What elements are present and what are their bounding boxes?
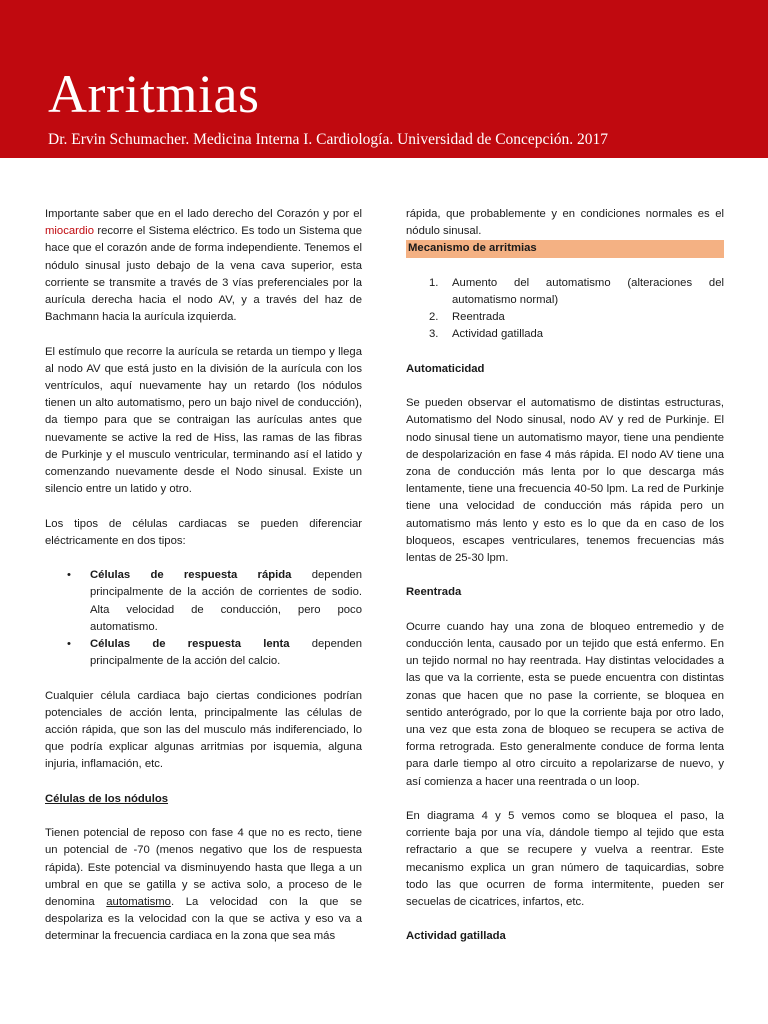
list-item	[45, 567, 362, 636]
list-item-title: Células de respuesta lenta	[90, 638, 290, 651]
paragraph-continuation: rápida, que probablemente y en condiciones normales es el nódulo sinusal.	[406, 208, 724, 238]
page-title: Arritmias	[48, 64, 260, 124]
heading-celulas-nodulos: Células de los nódulos	[45, 792, 169, 805]
list-item-text: Actividad gatillada	[452, 328, 544, 341]
list-item-text: Aumento del automatismo (alteraciones del automatismo normal)	[452, 276, 724, 306]
list-item-text: dependen principalmente de la acción de corrientes de sodio. Alta velocidad de conducción, pero poco automatismo.	[90, 569, 363, 633]
heading-mecanismo: Mecanismo de arritmias	[406, 240, 724, 257]
bullet-icon: •	[67, 569, 71, 582]
heading-reentrada: Reentrada	[406, 586, 462, 599]
left-column	[45, 206, 362, 946]
list-item-text: Reentrada	[452, 311, 505, 324]
paragraph-text: Importante saber que en el lado derecho del Corazón y por el	[45, 208, 362, 220]
paragraph-potencial	[45, 825, 362, 945]
paragraph-reentrada: Ocurre cuando hay una zona de bloqueo entremedio y de conducción lenta, causado por un tejido que está enfermo. En un tejido normal no hay reentrada. Hay distintas velocidades a las que va la corriente, esta se puede encuentra con distintas zonas que hacen que no pase la corriente, se bloquea en sentido anterógrado, por lo que la corriente baja por otro lado, una vez que esta zona de bloqueo se recupera se activa de forma retrograda. Esto generalmente conduce de forma lenta para darle tiempo al otro circuito a repolarizarse de nuevo, y así comienza a hacer una reentrada o un loop.	[406, 620, 724, 788]
bullet-icon: •	[67, 638, 71, 651]
miocardio-link[interactable]: miocardio	[45, 225, 94, 238]
list-number: 1.	[429, 276, 439, 289]
list-item	[45, 636, 362, 670]
mechanism-list	[406, 275, 724, 344]
heading-automaticidad: Automaticidad	[406, 362, 485, 375]
list-number: 3.	[429, 328, 439, 341]
automatismo-term: automatismo	[106, 896, 171, 909]
list-item-title: Células de respuesta rápida	[90, 569, 292, 582]
list-item	[406, 309, 724, 326]
paragraph-automaticidad: Se pueden observar el automatismo de distintas estructuras, Automatismo del Nodo sinusal, nodo AV y red de Purkinje. El nodo sinusal tiene un automatismo mayor, tiene una pendiente de despolarización en fase 4 más rápida. El nodo AV tiene una zona de conducción más lenta por lo que descarga más lentamente, tiene una frecuencia 40-50 lpm. La red de Purkinje tiene una velocidad de conducción más rápida pero un automatismo más lento y esto es lo que da en caso de los bloqueos, escapes ventriculares, tenemos frecuencias más lentas de 25-30 lpm.	[406, 397, 724, 565]
list-number: 2.	[429, 311, 439, 324]
list-item-text: dependen principalmente de la acción del calcio.	[90, 638, 362, 668]
header-banner	[0, 0, 768, 158]
paragraph-estimulo: El estímulo que recorre la aurícula se retarda un tiempo y llega al nodo AV que está justo en la división de la aurícula con los ventrículos, aquí nuevamente hay un retardo (los nódulos tienen un alto automatismo, pero un bajo nivel de conducción), da tiempo para que se contraigan las aurículas antes que nuevamente se active la red de Hiss, las ramas de las fibras de Purkinje y el musculo ventricular, terminando así el latido y comenzando nuevamente desde el Nodo sinusal. Existe un silencio entre un latido y otro.	[45, 345, 362, 496]
list-item	[406, 275, 724, 309]
paragraph-text: . La velocidad con la que se despolariza es la velocidad con la que se activa y eso va a determinar la frecuencia cardiaca en la zona que sea más	[45, 896, 362, 943]
paragraph-cualquier: Cualquier célula cardiaca bajo ciertas condiciones podrían potenciales de acción lenta, principalmente las células de acción rápida, que son las del musculo más indiferenciado, lo que podría explicar algunas arritmias por isquemia, alguna injuria, inflamación, etc.	[45, 689, 362, 771]
right-column	[406, 206, 724, 963]
list-item	[406, 326, 724, 343]
heading-actividad-gatillada: Actividad gatillada	[406, 930, 506, 943]
paragraph-text: recorre el Sistema eléctrico. Es todo un Sistema que hace que el corazón ande de forma independiente. Tenemos el nódulo sinusal justo debajo de la vena cava superior, esta corriente se transmite a través de 3 vías preferenciales por la aurícula derecha hacia el nodo AV, y a través del haz de Bachmann hacia la aurícula izquierda.	[45, 225, 362, 324]
paragraph-intro	[45, 206, 362, 326]
cell-types-list	[45, 567, 362, 670]
paragraph-text: Tienen potencial de reposo con fase 4 que no es recto, tiene un potencial de -70 (menos negativo que los de respuesta rápida). Este potencial va disminuyendo hasta que llega a un umbral en que se gatilla y se activa solo, a proceso de le denomina	[45, 827, 362, 909]
paragraph-tipos: Los tipos de células cardiacas se pueden diferenciar eléctricamente en dos tipos:	[45, 517, 362, 547]
page-subtitle: Dr. Ervin Schumacher. Medicina Interna I. Cardiología. Universidad de Concepción. 2017	[48, 131, 608, 148]
paragraph-diagrama: En diagrama 4 y 5 vemos como se bloquea el paso, la corriente baja por una vía, dándole tiempo al tejido que esta refractario a que se recupere y vuelva a reentrar. Este mecanismo explica un gran número de taquicardias, sobre todo las que ocurren de forma intermitente, pueden ser secuelas de cicatrices, infartos, etc.	[406, 810, 724, 909]
